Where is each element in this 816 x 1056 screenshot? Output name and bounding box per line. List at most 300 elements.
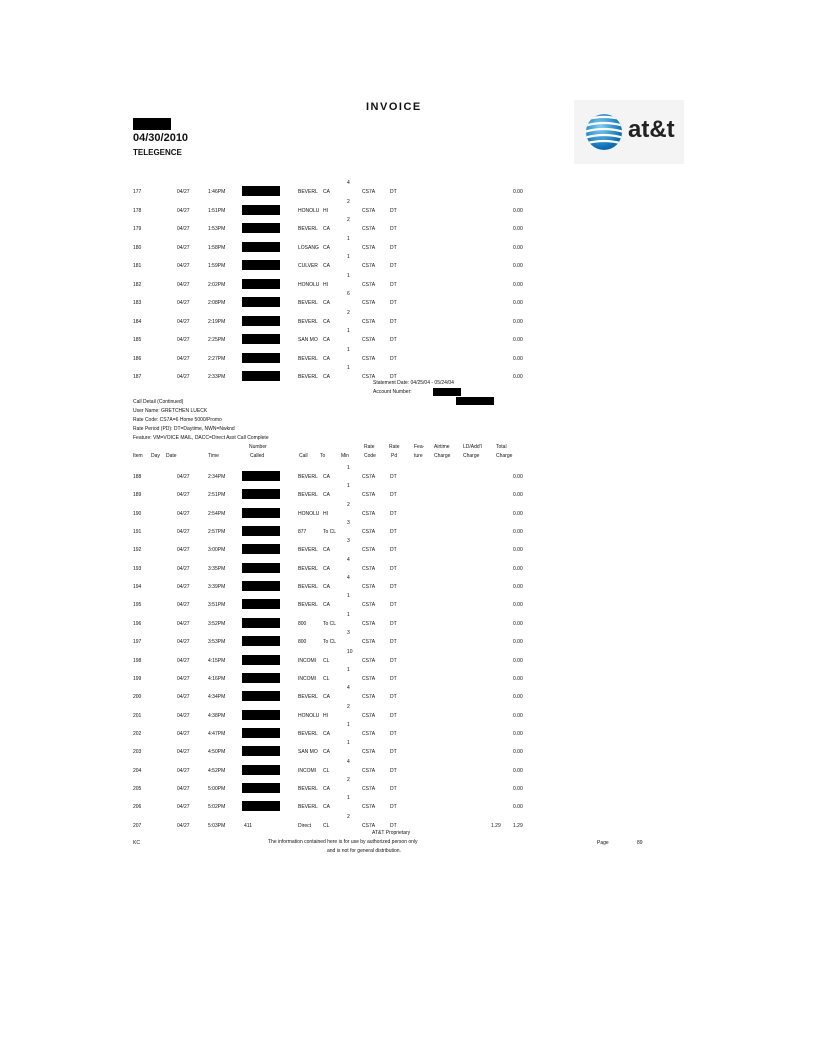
cell-date: 04/27 bbox=[177, 374, 190, 380]
redacted-number-called bbox=[242, 489, 280, 499]
cell-time: 3:51PM bbox=[208, 602, 226, 609]
cell-rate-code: CS7A bbox=[362, 300, 376, 306]
cell-state: CA bbox=[323, 189, 330, 195]
cell-item: 196 bbox=[133, 620, 142, 627]
cell-rate-pd: DT bbox=[390, 620, 397, 627]
cell-total: 0.00 bbox=[513, 529, 523, 536]
cell-min: 1 bbox=[347, 721, 350, 728]
cell-time: 4:34PM bbox=[208, 694, 226, 701]
cell-total: 0.00 bbox=[513, 620, 523, 627]
cell-state: CA bbox=[323, 474, 330, 480]
redacted-number-called bbox=[242, 728, 280, 738]
cell-state: To CL bbox=[323, 620, 337, 627]
cell-state: CA bbox=[323, 602, 330, 609]
cell-time: 2:19PM bbox=[208, 318, 226, 325]
cell-min: 1 bbox=[347, 593, 350, 600]
cell-min: 1 bbox=[347, 483, 350, 490]
cell-total: 0.00 bbox=[513, 657, 523, 664]
cell-total: 0.00 bbox=[513, 510, 523, 517]
cell-min: 2 bbox=[347, 703, 350, 710]
cell-min: 6 bbox=[347, 291, 350, 297]
cell-state: CA bbox=[323, 730, 330, 737]
cell-min: 2 bbox=[347, 198, 350, 205]
cell-item: 204 bbox=[133, 767, 142, 774]
cell-rate-code: CS7A bbox=[362, 712, 376, 719]
cell-time: 1:46PM bbox=[208, 189, 226, 195]
cell-date: 04/27 bbox=[177, 355, 190, 362]
cell-city: 877 bbox=[298, 529, 307, 536]
cell-state: CA bbox=[323, 492, 330, 499]
cell-rate-pd: DT bbox=[390, 529, 397, 536]
col-call: Call bbox=[299, 453, 308, 459]
cell-date: 04/27 bbox=[177, 244, 190, 251]
cell-total: 0.00 bbox=[513, 281, 523, 288]
col-date: Date bbox=[166, 453, 177, 459]
redacted-number-called bbox=[242, 581, 280, 591]
cell-rate-pd: DT bbox=[390, 300, 397, 306]
cell-rate-code: CS7A bbox=[362, 318, 376, 325]
cell-state: HI bbox=[323, 712, 328, 719]
cell-rate-pd: DT bbox=[390, 318, 397, 325]
cell-time: 3:00PM bbox=[208, 547, 226, 554]
cell-total: 0.00 bbox=[513, 584, 523, 591]
redacted-number-called bbox=[242, 186, 280, 196]
redacted-number-called bbox=[242, 353, 280, 363]
cell-rate-pd: DT bbox=[390, 189, 397, 195]
cell-date: 04/27 bbox=[177, 694, 190, 701]
cell-rate-pd: DT bbox=[390, 355, 397, 362]
cell-total: 0.00 bbox=[513, 207, 523, 214]
cell-rate-code: CS7A bbox=[362, 510, 376, 517]
cell-state: CL bbox=[323, 675, 330, 682]
cell-city: BEVERL bbox=[298, 785, 318, 792]
cell-time: 2:27PM bbox=[208, 355, 226, 362]
cell-rate-pd: DT bbox=[390, 207, 397, 214]
cell-date: 04/27 bbox=[177, 337, 190, 343]
redacted-number-called bbox=[242, 316, 280, 326]
col-ratepd-top: Rate bbox=[389, 444, 400, 450]
cell-item: 206 bbox=[133, 804, 142, 811]
cell-rate-code: CS7A bbox=[362, 767, 376, 774]
cell-min: 1 bbox=[347, 235, 350, 242]
cell-date: 04/27 bbox=[177, 318, 190, 325]
cell-state: CA bbox=[323, 804, 330, 811]
cell-city: BEVERL bbox=[298, 565, 318, 572]
cell-rate-code: CS7A bbox=[362, 474, 376, 480]
cell-date: 04/27 bbox=[177, 207, 190, 214]
cell-item: 180 bbox=[133, 244, 142, 251]
cell-rate-code: CS7A bbox=[362, 639, 376, 646]
cell-item: 191 bbox=[133, 529, 142, 536]
col-ratepd-bottom: Pd bbox=[391, 453, 398, 459]
col-number-top: Number bbox=[249, 444, 267, 450]
cell-rate-code: CS7A bbox=[362, 675, 376, 682]
cell-time: 4:38PM bbox=[208, 712, 226, 719]
cell-time: 3:52PM bbox=[208, 620, 226, 627]
cell-date: 04/27 bbox=[177, 749, 190, 756]
cell-total: 0.00 bbox=[513, 804, 523, 811]
cell-rate-pd: DT bbox=[390, 694, 397, 701]
redacted-number-called bbox=[242, 297, 280, 307]
cell-time: 2:51PM bbox=[208, 492, 226, 499]
cell-rate-code: CS7A bbox=[362, 785, 376, 792]
col-feature-top: Fea- bbox=[414, 444, 425, 450]
cell-time: 3:39PM bbox=[208, 584, 226, 591]
cell-city: LOSANG bbox=[298, 244, 319, 251]
cell-date: 04/27 bbox=[177, 565, 190, 572]
col-airtime-top: Airtime bbox=[434, 444, 450, 450]
cell-rate-code: CS7A bbox=[362, 355, 376, 362]
cell-date: 04/27 bbox=[177, 584, 190, 591]
cell-item: 190 bbox=[133, 510, 142, 517]
cell-state: CA bbox=[323, 785, 330, 792]
redacted-number-called bbox=[242, 508, 280, 518]
cell-rate-code: CS7A bbox=[362, 584, 376, 591]
col-ld-bottom: Charge bbox=[463, 453, 480, 459]
redacted-number-called bbox=[242, 673, 280, 683]
cell-rate-pd: DT bbox=[390, 244, 397, 251]
footer-left-code: KC bbox=[133, 840, 140, 846]
cell-time: 4:47PM bbox=[208, 730, 226, 737]
cell-rate-pd: DT bbox=[390, 226, 397, 232]
cell-min: 1 bbox=[347, 666, 350, 673]
cell-city: 800 bbox=[298, 639, 307, 646]
cell-state: CL bbox=[323, 657, 330, 664]
cell-total: 0.00 bbox=[513, 749, 523, 756]
cell-min: 4 bbox=[347, 685, 350, 692]
cell-min: 3 bbox=[347, 630, 350, 637]
cell-date: 04/27 bbox=[177, 529, 190, 536]
col-feature-bottom: ture bbox=[414, 453, 423, 459]
redacted-number-called bbox=[242, 223, 280, 233]
cell-rate-code: CS7A bbox=[362, 657, 376, 664]
cell-min: 1 bbox=[347, 740, 350, 747]
cell-city: INCOMI bbox=[298, 657, 317, 664]
rate-code: Rate Code: CS7A=6 Home 5000/Promo bbox=[133, 417, 222, 423]
cell-rate-code: CS7A bbox=[362, 602, 376, 609]
cell-city: INCOMI bbox=[298, 767, 317, 774]
cell-min: 1 bbox=[347, 272, 350, 279]
feature-legend: Feature: VM=VOICE MAIL, DACC=Direct Asst Call Complete bbox=[133, 435, 269, 441]
proprietary-notice-line2: and is not for general distribution. bbox=[327, 848, 401, 854]
cell-state: CA bbox=[323, 565, 330, 572]
cell-item: 188 bbox=[133, 474, 142, 480]
cell-state: To CL bbox=[323, 529, 337, 536]
cell-time: 1:59PM bbox=[208, 263, 226, 269]
cell-item: 193 bbox=[133, 565, 142, 572]
redacted-number-called bbox=[242, 618, 280, 628]
cell-item: 177 bbox=[133, 189, 142, 195]
cell-total: 0.00 bbox=[513, 639, 523, 646]
cell-min: 1 bbox=[347, 254, 350, 260]
cell-min: 1 bbox=[347, 328, 350, 334]
cell-rate-code: CS7A bbox=[362, 565, 376, 572]
cell-rate-pd: DT bbox=[390, 474, 397, 480]
cell-date: 04/27 bbox=[177, 281, 190, 288]
cell-city: BEVERL bbox=[298, 474, 318, 480]
cell-rate-pd: DT bbox=[390, 565, 397, 572]
cell-date: 04/27 bbox=[177, 620, 190, 627]
col-ratecode-bottom: Code bbox=[364, 453, 376, 459]
cell-rate-pd: DT bbox=[390, 657, 397, 664]
cell-city: BEVERL bbox=[298, 374, 318, 380]
cell-rate-code: CS7A bbox=[362, 281, 376, 288]
cell-rate-code: CS7A bbox=[362, 822, 376, 829]
cell-date: 04/27 bbox=[177, 547, 190, 554]
cell-rate-code: CS7A bbox=[362, 189, 376, 195]
cell-min: 1 bbox=[347, 795, 350, 802]
cell-item: 199 bbox=[133, 675, 142, 682]
cell-rate-code: CS7A bbox=[362, 337, 376, 343]
cell-city: BEVERL bbox=[298, 189, 318, 195]
cell-total: 0.00 bbox=[513, 226, 523, 232]
cell-city: BEVERL bbox=[298, 730, 318, 737]
cell-min: 2 bbox=[347, 309, 350, 316]
col-ratecode-top: Rate bbox=[364, 444, 375, 450]
cell-city: BEVERL bbox=[298, 602, 318, 609]
col-item: Item bbox=[133, 453, 143, 459]
cell-rate-pd: DT bbox=[390, 547, 397, 554]
cell-state: CA bbox=[323, 547, 330, 554]
cell-rate-pd: DT bbox=[390, 639, 397, 646]
redacted-number-called bbox=[242, 526, 280, 536]
cell-rate-pd: DT bbox=[390, 822, 397, 829]
cell-total: 0.00 bbox=[513, 318, 523, 325]
col-day: Day bbox=[151, 453, 160, 459]
cell-time: 3:35PM bbox=[208, 565, 226, 572]
cell-rate-pd: DT bbox=[390, 767, 397, 774]
cell-min: 4 bbox=[347, 556, 350, 563]
cell-date: 04/27 bbox=[177, 785, 190, 792]
cell-rate-pd: DT bbox=[390, 263, 397, 269]
statement-dates: Statement Date: 04/25/04 - 05/24/04 bbox=[373, 380, 454, 386]
cell-item: 207 bbox=[133, 822, 142, 829]
cell-date: 04/27 bbox=[177, 510, 190, 517]
page-label: Page bbox=[597, 840, 609, 846]
col-ld-top: LD/Add'l bbox=[463, 444, 482, 450]
cell-item: 189 bbox=[133, 492, 142, 499]
cell-date: 04/27 bbox=[177, 675, 190, 682]
cell-state: CA bbox=[323, 374, 330, 380]
cell-total: 1.29 bbox=[513, 822, 523, 829]
cell-total: 0.00 bbox=[513, 300, 523, 306]
cell-item: 186 bbox=[133, 355, 142, 362]
cell-airtime: 1.29 bbox=[491, 822, 501, 829]
cell-state: CA bbox=[323, 300, 330, 306]
redacted-number-called bbox=[242, 279, 280, 289]
cell-total: 0.00 bbox=[513, 374, 523, 380]
cell-state: CL bbox=[323, 822, 330, 829]
cell-rate-code: CS7A bbox=[362, 244, 376, 251]
cell-city: BEVERL bbox=[298, 300, 318, 306]
cell-state: CA bbox=[323, 355, 330, 362]
invoice-date: 04/30/2010 bbox=[133, 132, 189, 144]
redacted-account-number bbox=[433, 388, 461, 396]
cell-state: CL bbox=[323, 767, 330, 774]
cell-date: 04/27 bbox=[177, 822, 190, 829]
cell-rate-pd: DT bbox=[390, 602, 397, 609]
cell-city: BEVERL bbox=[298, 547, 318, 554]
cell-total: 0.00 bbox=[513, 337, 523, 343]
cell-item: 179 bbox=[133, 226, 142, 232]
redacted-number-called bbox=[242, 691, 280, 701]
redacted-account-block bbox=[133, 118, 171, 130]
cell-item: 194 bbox=[133, 584, 142, 591]
account-number-label: Account Number: bbox=[373, 389, 412, 395]
redacted-number-called bbox=[242, 636, 280, 646]
cell-rate-code: CS7A bbox=[362, 263, 376, 269]
cell-total: 0.00 bbox=[513, 492, 523, 499]
cell-min: 4 bbox=[347, 758, 350, 765]
cell-rate-pd: DT bbox=[390, 510, 397, 517]
cell-date: 04/27 bbox=[177, 602, 190, 609]
cell-time: 2:08PM bbox=[208, 300, 226, 306]
cell-date: 04/27 bbox=[177, 300, 190, 306]
redacted-number-called bbox=[242, 599, 280, 609]
cell-date: 04/27 bbox=[177, 189, 190, 195]
cell-state: HI bbox=[323, 510, 328, 517]
cell-rate-code: CS7A bbox=[362, 804, 376, 811]
cell-rate-pd: DT bbox=[390, 675, 397, 682]
cell-state: CA bbox=[323, 694, 330, 701]
cell-city: BEVERL bbox=[298, 492, 318, 499]
cell-time: 4:50PM bbox=[208, 749, 226, 756]
cell-time: 4:15PM bbox=[208, 657, 226, 664]
cell-state: CA bbox=[323, 749, 330, 756]
cell-rate-code: CS7A bbox=[362, 547, 376, 554]
cell-rate-code: CS7A bbox=[362, 730, 376, 737]
cell-city: Direct bbox=[298, 822, 312, 829]
invoice-title: INVOICE bbox=[366, 101, 422, 113]
logo-wordmark: at&t bbox=[628, 116, 675, 143]
redacted-number-called bbox=[242, 563, 280, 573]
col-to: To bbox=[320, 453, 326, 459]
cell-total: 0.00 bbox=[513, 694, 523, 701]
cell-rate-code: CS7A bbox=[362, 226, 376, 232]
cell-total: 0.00 bbox=[513, 675, 523, 682]
cell-city: HONOLU bbox=[298, 207, 320, 214]
cell-city: BEVERL bbox=[298, 318, 318, 325]
cell-time: 2:33PM bbox=[208, 374, 226, 380]
col-min: Min bbox=[341, 453, 350, 459]
cell-total: 0.00 bbox=[513, 565, 523, 572]
cell-city: BEVERL bbox=[298, 804, 318, 811]
col-number-bottom: Called bbox=[250, 453, 265, 459]
cell-rate-pd: DT bbox=[390, 374, 397, 380]
cell-total: 0.00 bbox=[513, 244, 523, 251]
cell-min: 1 bbox=[347, 346, 350, 353]
cell-date: 04/27 bbox=[177, 492, 190, 499]
cell-min: 2 bbox=[347, 501, 350, 508]
cell-item: 184 bbox=[133, 318, 142, 325]
cell-state: CA bbox=[323, 244, 330, 251]
cell-item: 185 bbox=[133, 337, 142, 343]
cell-date: 04/27 bbox=[177, 226, 190, 232]
cell-state: CA bbox=[323, 226, 330, 232]
cell-date: 04/27 bbox=[177, 263, 190, 269]
cell-item: 203 bbox=[133, 749, 142, 756]
cell-time: 1:53PM bbox=[208, 226, 226, 232]
cell-item: 195 bbox=[133, 602, 142, 609]
cell-min: 1 bbox=[347, 465, 350, 471]
cell-min: 1 bbox=[347, 365, 350, 371]
cell-time: 2:54PM bbox=[208, 510, 226, 517]
cell-total: 0.00 bbox=[513, 602, 523, 609]
cell-min: 3 bbox=[347, 520, 350, 527]
cell-date: 04/27 bbox=[177, 730, 190, 737]
cell-total: 0.00 bbox=[513, 355, 523, 362]
cell-item: 200 bbox=[133, 694, 142, 701]
cell-time: 5:02PM bbox=[208, 804, 226, 811]
cell-item: 197 bbox=[133, 639, 142, 646]
cell-state: To CL bbox=[323, 639, 337, 646]
cell-city: SAN MO bbox=[298, 337, 318, 343]
redacted-number-called bbox=[242, 783, 280, 793]
cell-rate-code: CS7A bbox=[362, 749, 376, 756]
cell-state: HI bbox=[323, 281, 328, 288]
cell-time: 4:52PM bbox=[208, 767, 226, 774]
cell-rate-pd: DT bbox=[390, 749, 397, 756]
cell-time: 2:02PM bbox=[208, 281, 226, 288]
cell-min: 2 bbox=[347, 813, 350, 820]
cell-min: 10 bbox=[347, 648, 353, 655]
cell-total: 0.00 bbox=[513, 189, 523, 195]
redacted-number-called bbox=[242, 260, 280, 270]
user-name: User Name: GRETCHEN LUECK bbox=[133, 408, 208, 414]
redacted-number-called bbox=[242, 334, 280, 344]
cell-date: 04/27 bbox=[177, 639, 190, 646]
cell-total: 0.00 bbox=[513, 547, 523, 554]
cell-rate-code: CS7A bbox=[362, 207, 376, 214]
cell-rate-pd: DT bbox=[390, 730, 397, 737]
cell-min: 2 bbox=[347, 217, 350, 223]
cell-item: 202 bbox=[133, 730, 142, 737]
cell-total: 0.00 bbox=[513, 263, 523, 269]
cell-city: BEVERL bbox=[298, 584, 318, 591]
redacted-number-called bbox=[242, 655, 280, 665]
cell-rate-pd: DT bbox=[390, 584, 397, 591]
cell-time: 2:34PM bbox=[208, 474, 226, 480]
redacted-number-called bbox=[242, 371, 280, 381]
cell-time: 2:57PM bbox=[208, 529, 226, 536]
cell-total: 0.00 bbox=[513, 474, 523, 480]
col-time: Time bbox=[208, 453, 219, 459]
cell-date: 04/27 bbox=[177, 657, 190, 664]
redacted-number-called bbox=[242, 205, 280, 215]
cell-item: 187 bbox=[133, 374, 142, 380]
cell-time: 1:58PM bbox=[208, 244, 226, 251]
cell-item: 205 bbox=[133, 785, 142, 792]
cell-time: 3:53PM bbox=[208, 639, 226, 646]
att-logo bbox=[574, 100, 684, 164]
cell-total: 0.00 bbox=[513, 785, 523, 792]
cell-item: 198 bbox=[133, 657, 142, 664]
cell-rate-pd: DT bbox=[390, 804, 397, 811]
redacted-number-called bbox=[242, 801, 280, 811]
cell-item: 178 bbox=[133, 207, 142, 214]
cell-rate-code: CS7A bbox=[362, 620, 376, 627]
cell-rate-code: CS7A bbox=[362, 374, 376, 380]
cell-time: 2:25PM bbox=[208, 337, 226, 343]
cell-rate-pd: DT bbox=[390, 785, 397, 792]
col-airtime-bottom: Charge bbox=[434, 453, 451, 459]
cell-date: 04/27 bbox=[177, 804, 190, 811]
cell-city: BEVERL bbox=[298, 694, 318, 701]
cell-state: HI bbox=[323, 207, 328, 214]
cell-state: CA bbox=[323, 263, 330, 269]
cell-rate-code: CS7A bbox=[362, 529, 376, 536]
cell-state: CA bbox=[323, 318, 330, 325]
